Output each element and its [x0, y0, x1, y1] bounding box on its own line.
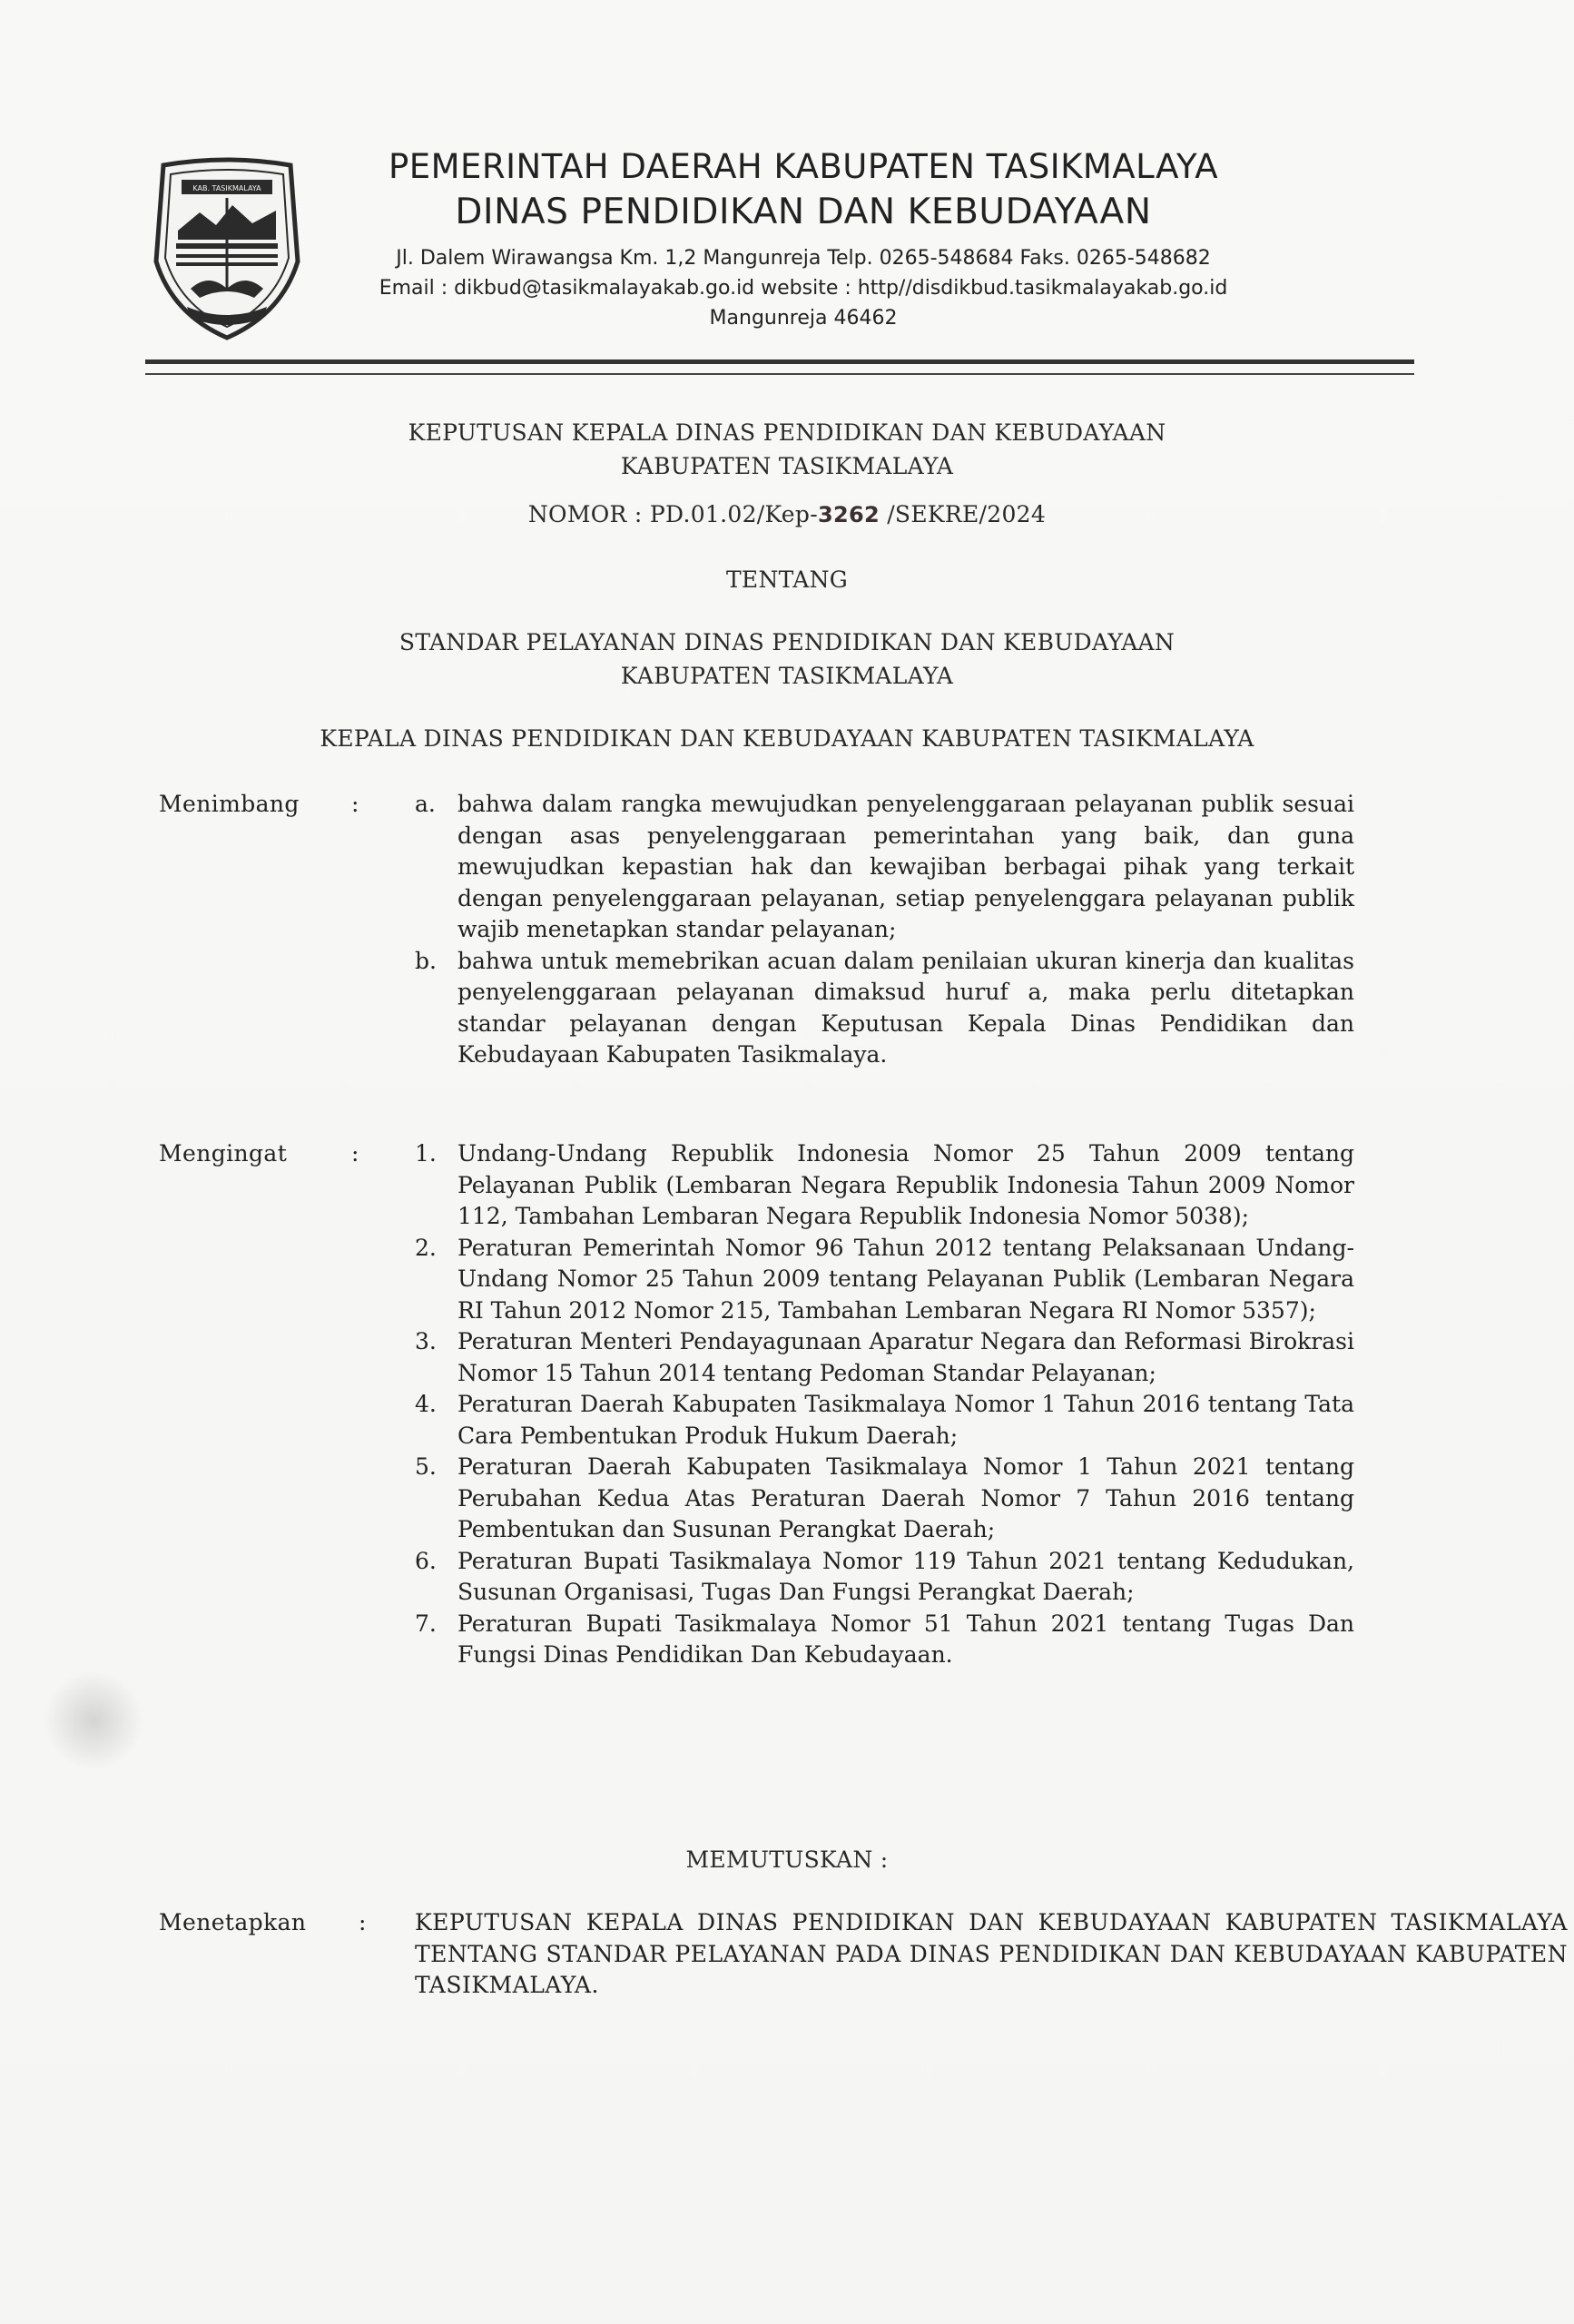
list-marker: 3. — [415, 1328, 437, 1354]
list-item — [415, 1389, 1354, 1452]
decree-subject-line-1: STANDAR PELAYANAN DINAS PENDIDIKAN DAN KEBUDAYAAN — [398, 629, 1176, 655]
list-marker: 5. — [415, 1453, 437, 1480]
memutuskan-heading: MEMUTUSKAN : — [685, 1846, 889, 1873]
list-marker: 2. — [415, 1234, 437, 1261]
letterhead-divider — [145, 359, 1414, 375]
agency-city: Mangunreja 46462 — [709, 307, 898, 330]
list-item — [415, 1233, 1354, 1327]
menetapkan-colon: : — [359, 1909, 367, 1935]
menimbang-label: Menimbang — [159, 791, 300, 817]
list-item — [415, 1326, 1354, 1389]
mengingat-section — [159, 1138, 1421, 1828]
menetapkan-text: KEPUTUSAN KEPALA DINAS PENDIDIKAN DAN KEBUDAYAAN KABUPATEN TASIKMALAYA TENTANG STANDAR PELAYANAN PADA DINAS PENDIDIKAN DAN KEBUDAYAAN KABUPATEN TASIKMALAYA. — [415, 1909, 1568, 1998]
list-item — [415, 1546, 1354, 1609]
agency-address: Jl. Dalem Wirawangsa Km. 1,2 Mangunreja Telp. 0265-548684 Faks. 0265-548682 — [396, 247, 1211, 270]
list-item-text: Undang-Undang Republik Indonesia Nomor 25 Tahun 2009 tentang Pelayanan Publik (Lembaran Negara Republik Indonesia Tahun 2009 Nomor 112, Tambahan Lembaran Negara Republik Indonesia Nomor 5038); — [457, 1140, 1354, 1229]
regency-emblem-icon — [145, 153, 309, 343]
list-item — [415, 1452, 1354, 1546]
scan-smudge — [44, 1670, 143, 1770]
list-item — [415, 1609, 1354, 1671]
emblem-caption: KAB. TASIKMALAYA — [192, 184, 261, 192]
decree-number — [154, 497, 1420, 532]
list-item-text: Peraturan Menteri Pendayagunaan Aparatur Negara dan Reformasi Birokrasi Nomor 15 Tahun 2014 tentang Pedoman Standar Pelayanan; — [457, 1328, 1354, 1386]
decree-title-line-2: KABUPATEN TASIKMALAYA — [620, 453, 954, 479]
list-marker: 1. — [415, 1140, 437, 1167]
mengingat-list — [415, 1138, 1354, 1671]
decree-subject — [154, 625, 1420, 693]
list-item — [415, 1138, 1354, 1233]
government-name: PEMERINTAH DAERAH KABUPATEN TASIKMALAYA — [388, 147, 1219, 186]
list-item — [415, 946, 1354, 1071]
menimbang-section — [159, 789, 1421, 1116]
decree-title — [154, 416, 1420, 483]
menetapkan-section — [159, 1907, 1568, 2016]
list-item-text: Peraturan Pemerintah Nomor 96 Tahun 2012 tentang Pelaksanaan Undang-Undang Nomor 25 Tahun 2009 tentang Pelayanan Publik (Lembaran Negara RI Tahun 2012 Nomor 215, Tambahan Lembaran Negara RI Nomor 5357); — [457, 1234, 1354, 1324]
letterhead-text — [327, 145, 1280, 333]
list-item-text: Peraturan Bupati Tasikmalaya Nomor 51 Tahun 2021 tentang Tugas Dan Fungsi Dinas Pendidikan Dan Kebudayaan. — [457, 1610, 1354, 1668]
decree-number-suffix: /SEKRE/2024 — [879, 501, 1047, 527]
menimbang-list — [415, 789, 1354, 1071]
list-item-text: bahwa untuk memebrikan acuan dalam penilaian ukuran kinerja dan kualitas penyelenggaraan pelayanan dimaksud huruf a, maka perlu ditetapkan standar pelayanan dengan Keputusan Kepala Dinas Pendidikan dan Kebudayaan Kabupaten Tasikmalaya. — [457, 947, 1354, 1068]
list-marker: 7. — [415, 1610, 437, 1637]
decree-number-prefix: NOMOR : PD.01.02/Kep- — [527, 501, 818, 527]
list-item-text: bahwa dalam rangka mewujudkan penyelenggaraan pelayanan publik sesuai dengan asas penyelenggaraan pemerintahan yang baik, dan guna mewujudkan kepastian hak dan kewajiban berbagai pihak yang terkait dengan penyelenggaraan pelayanan, setiap penyelenggara pelayanan publik wajib menetapkan standar pelayanan; — [457, 791, 1354, 942]
menimbang-colon: : — [351, 791, 359, 817]
decree-about: TENTANG — [725, 566, 849, 593]
letterhead — [136, 145, 1416, 372]
list-marker: 6. — [415, 1547, 437, 1574]
list-item-text: Peraturan Bupati Tasikmalaya Nomor 119 Tahun 2021 tentang Kedudukan, Susunan Organisasi, Tugas Dan Fungsi Perangkat Daerah; — [457, 1547, 1354, 1605]
list-marker: b. — [415, 947, 437, 974]
mengingat-colon: : — [351, 1140, 359, 1167]
list-marker: a. — [415, 791, 436, 817]
decree-number-handwritten: 3262 — [817, 502, 880, 527]
agency-contact: Email : dikbud@tasikmalayakab.go.id website : http//disdikbud.tasikmalayakab.go.id — [379, 277, 1228, 300]
decree-title-line-1: KEPUTUSAN KEPALA DINAS PENDIDIKAN DAN KEBUDAYAAN — [408, 419, 1166, 446]
decree-issuer: KEPALA DINAS PENDIDIKAN DAN KEBUDAYAAN KABUPATEN TASIKMALAYA — [320, 725, 1254, 752]
agency-name: DINAS PENDIDIKAN DAN KEBUDAYAAN — [455, 192, 1152, 232]
decree-subject-line-2: KABUPATEN TASIKMALAYA — [620, 663, 954, 689]
list-item — [415, 789, 1354, 946]
list-item-text: Peraturan Daerah Kabupaten Tasikmalaya Nomor 1 Tahun 2016 tentang Tata Cara Pembentukan Produk Hukum Daerah; — [457, 1391, 1354, 1449]
list-marker: 4. — [415, 1391, 437, 1417]
list-item-text: Peraturan Daerah Kabupaten Tasikmalaya Nomor 1 Tahun 2021 tentang Perubahan Kedua Atas Peraturan Daerah Nomor 7 Tahun 2016 tentang Pembentukan dan Susunan Perangkat Daerah; — [457, 1453, 1354, 1542]
menetapkan-label: Menetapkan — [159, 1909, 307, 1935]
mengingat-label: Mengingat — [159, 1140, 288, 1167]
